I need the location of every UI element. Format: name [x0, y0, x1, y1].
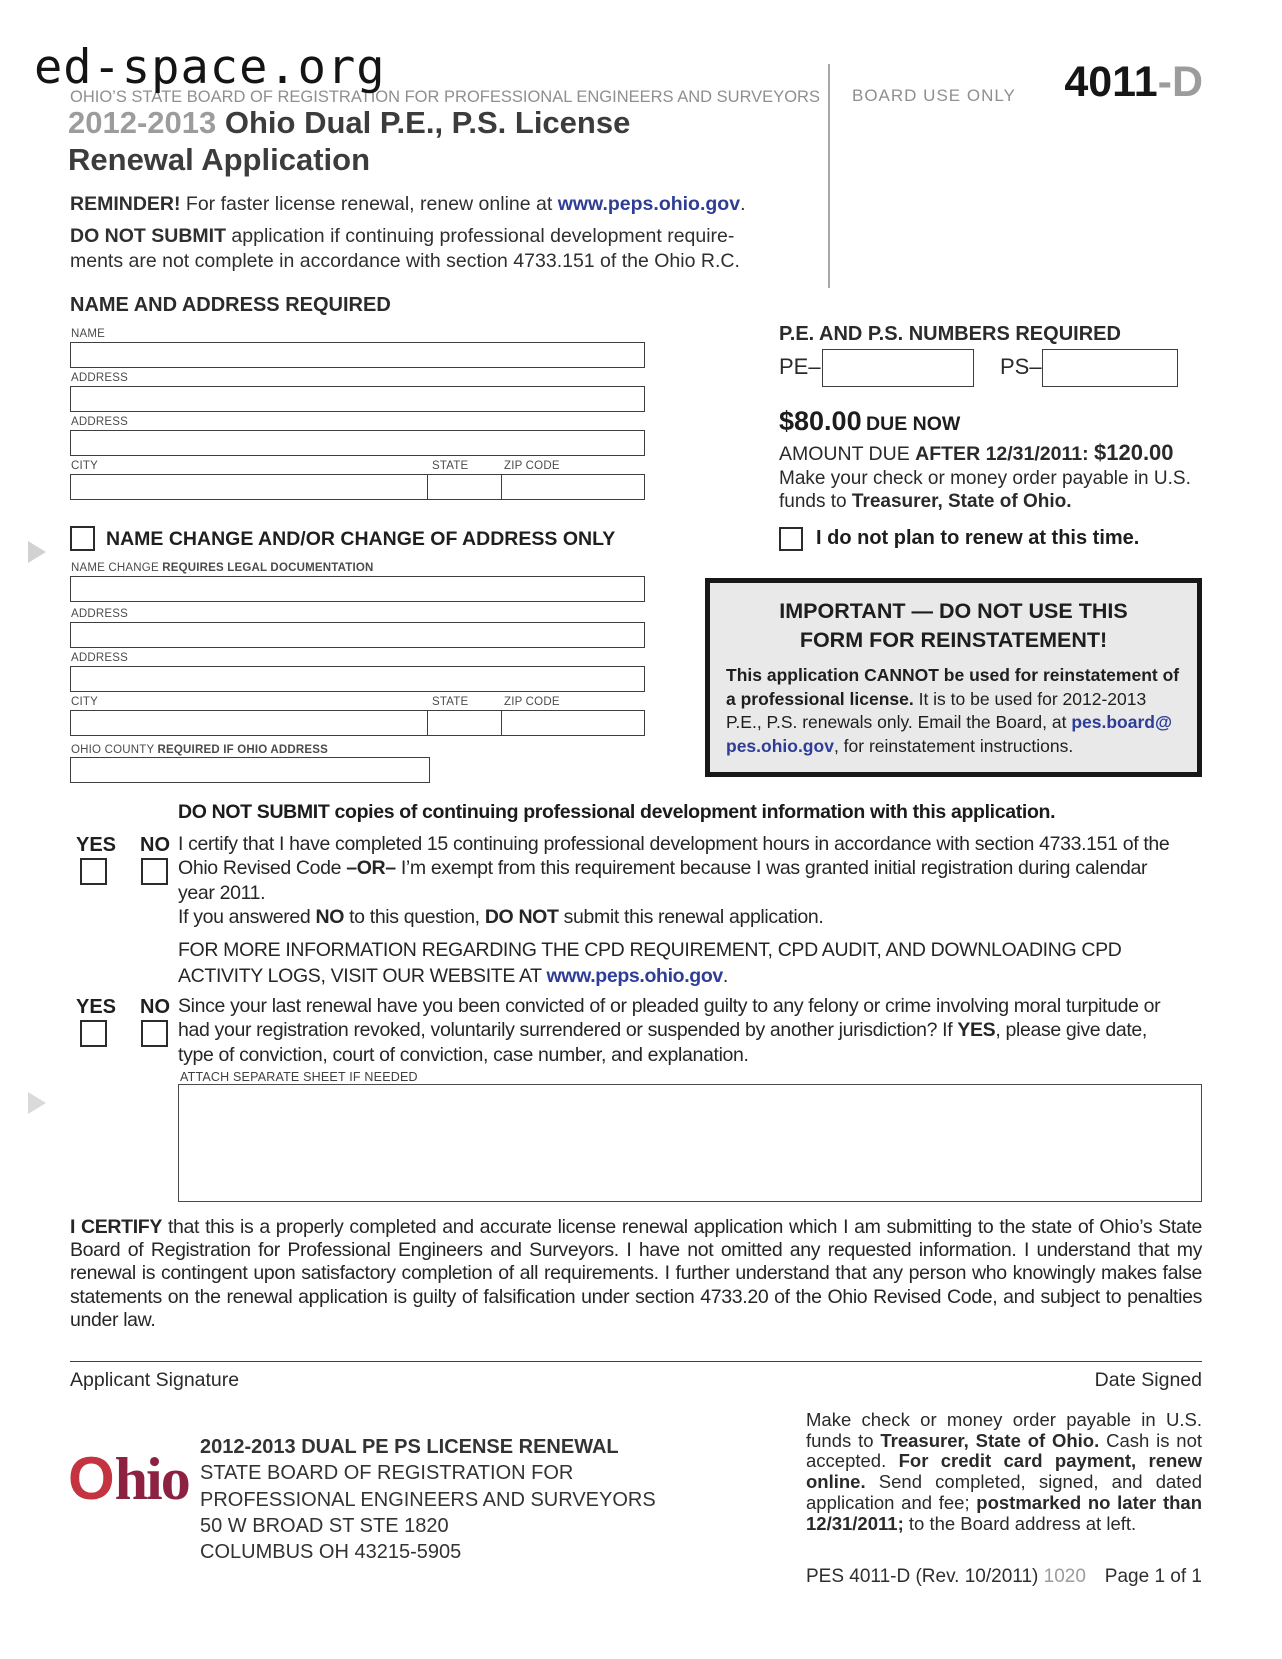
name-change-checkbox[interactable] — [70, 526, 95, 551]
zip-input[interactable] — [501, 474, 645, 500]
warning-line1: application if continuing professional development require- — [226, 225, 735, 247]
conviction-no-label: NO — [140, 996, 170, 1018]
county-label-bold: REQUIRED IF OHIO ADDRESS — [157, 744, 329, 756]
certify-body: that this is a properly completed and accurate license renewal application which I am submitting to the state of Ohio’s State Board of Registration for Professional Engineers and Surveyors. I have not omitted any requested information. I understand that my renewal is contingent upon satisfactory completion of all requirements. I further understand that any person who knowingly makes false statements on the renewal application is guilty of falsification under section 4733.20 of the Ohio Revised Code, and subject to penalties under law. — [70, 1216, 1202, 1331]
important-title — [710, 597, 1197, 655]
no-renew-label: I do not plan to renew at this time. — [816, 527, 1140, 549]
nc-city-label: CITY — [71, 696, 98, 708]
conviction-question-b: , please give date, type of conviction, court of conviction, case number, and explanation. — [178, 1019, 1147, 1066]
fee-amount: $80.00 — [779, 406, 862, 436]
fee-late-amount: $120.00 — [1094, 440, 1174, 465]
ps-number-input[interactable] — [1042, 349, 1178, 387]
cpd-info-line1: FOR MORE INFORMATION REGARDING THE CPD REQUIREMENT, CPD AUDIT, AND DOWNLOADING CPD — [178, 939, 1122, 961]
cpd-question-or: –OR– — [346, 857, 396, 880]
county-label — [71, 744, 328, 756]
payment-payee: Treasurer, State of Ohio. — [880, 1429, 1100, 1451]
conviction-yes-label: YES — [76, 996, 117, 1018]
ohio-logo-hio: hio — [114, 1446, 189, 1512]
payment-d: Send completed, signed, and dated application and fee; — [806, 1471, 1202, 1513]
city-label: CITY — [71, 460, 98, 472]
name-change-input[interactable] — [70, 576, 645, 602]
fee-due-now-label: DUE NOW — [866, 413, 961, 435]
certification-statement — [70, 1216, 1202, 1332]
address1-label: ADDRESS — [71, 372, 128, 384]
cpd-question-text-b: I’m exempt from this requirement because I was granted initial registration during calendar year 2011. — [178, 857, 1148, 904]
name-change-label-bold: REQUIRES LEGAL DOCUMENTATION — [162, 562, 374, 574]
no-copies-statement: DO NOT SUBMIT copies of continuing professional development information with this application. — [178, 801, 1056, 823]
conviction-question-yes: YES — [957, 1019, 996, 1042]
applicant-signature-label: Applicant Signature — [70, 1369, 240, 1391]
cpd-website-link[interactable]: www.peps.ohio.gov — [546, 964, 723, 987]
state-label: STATE — [432, 460, 469, 472]
cpd-note-a: If you answered — [178, 906, 316, 928]
name-address-heading: NAME AND ADDRESS REQUIRED — [70, 294, 391, 316]
conviction-question-a: Since your last renewal have you been convicted of or pleaded guilty to any felony or crime involving moral turpitude or had your registration revoked, voluntarily surrendered or suspended by another jurisdiction? If — [178, 995, 1161, 1042]
warning-line2: ments are not complete in accordance with section 4733.151 of the Ohio R.C. — [70, 249, 740, 272]
form-footer-row — [806, 1566, 1202, 1588]
cpd-no-note — [178, 906, 823, 929]
important-title-line2: FORM FOR REINSTATEMENT! — [799, 628, 1108, 652]
conviction-details-input[interactable] — [178, 1084, 1202, 1202]
county-input[interactable] — [70, 757, 430, 783]
payment-postmark: postmarked no later than 12/31/2011; — [806, 1491, 1202, 1534]
ps-label: PS– — [1000, 354, 1042, 379]
nc-address2-input[interactable] — [70, 666, 645, 692]
form-revision-code: 1020 — [1043, 1566, 1086, 1587]
payment-instructions — [806, 1410, 1202, 1534]
ohio-logo-o: O — [68, 1445, 115, 1512]
fee-due-now — [779, 406, 960, 437]
cpd-yes-label: YES — [76, 834, 117, 856]
cpd-info-end: . — [722, 964, 728, 987]
board-name-line: OHIO’S STATE BOARD OF REGISTRATION FOR PROFESSIONAL ENGINEERS AND SURVEYORS — [70, 88, 820, 106]
cpd-info — [178, 938, 1180, 989]
watermark: ed-space.org — [34, 40, 386, 95]
board-use-only-label: BOARD USE ONLY — [852, 86, 1016, 105]
cpd-question — [178, 832, 1180, 905]
nc-address1-label: ADDRESS — [71, 608, 128, 620]
check-note-line1: Make your check or money order payable in U.S. — [779, 468, 1191, 489]
check-payable-note — [779, 467, 1199, 513]
important-body-end: , for reinstatement instructions. — [833, 735, 1074, 756]
cpd-note-c: submit this renewal application. — [558, 906, 824, 928]
do-not-submit-warning — [70, 224, 790, 273]
cpd-note-b: to this question, — [344, 906, 485, 928]
nc-city-input[interactable] — [70, 710, 428, 736]
city-input[interactable] — [70, 474, 428, 500]
fee-late-line — [779, 440, 1174, 466]
renew-online-link[interactable]: www.peps.ohio.gov — [557, 193, 741, 215]
nc-zip-label: ZIP CODE — [504, 696, 560, 708]
conviction-no-checkbox[interactable] — [141, 1020, 168, 1047]
important-body-bold: This application CANNOT be used for reinstatement of a professional license. — [726, 665, 1180, 709]
ohio-logo — [68, 1444, 189, 1514]
payment-a: Make check or money order payable in U.S. funds to — [806, 1409, 1202, 1451]
name-input[interactable] — [70, 342, 645, 368]
board-email-link[interactable]: pes.board@pes.ohio.gov — [726, 712, 1173, 756]
name-change-label-text: NAME CHANGE — [71, 562, 163, 574]
payment-e: to the Board address at left. — [903, 1512, 1137, 1534]
footer-renewal-title: 2012-2013 DUAL PE PS LICENSE RENEWAL — [200, 1436, 619, 1458]
form-revision-text: PES 4011-D (Rev. 10/2011) — [806, 1566, 1044, 1587]
important-body-text: It is to be used for 2012-2013 P.E., P.S. renewals only. Email the Board, at — [726, 688, 1147, 732]
header-divider — [828, 64, 830, 288]
conviction-question — [178, 994, 1180, 1067]
footer-city-zip: COLUMBUS OH 43215-5905 — [200, 1541, 462, 1564]
cpd-question-text-a: I certify that I have completed 15 continuing professional development hours in accordance with section 4733.151 of the Ohio Revised Code — [178, 833, 1170, 880]
form-code-suffix: -D — [1157, 58, 1203, 106]
important-body — [726, 664, 1181, 758]
fee-late-lead: AMOUNT DUE — [779, 443, 916, 465]
form-code — [955, 58, 1203, 107]
nc-state-input[interactable] — [427, 710, 502, 736]
no-renew-checkbox[interactable] — [779, 527, 803, 551]
reminder-text: For faster license renewal, renew online at — [180, 193, 558, 215]
address2-input[interactable] — [70, 430, 645, 456]
name-change-field-label — [71, 562, 374, 574]
state-input[interactable] — [427, 474, 502, 500]
reminder-period: . — [740, 193, 746, 215]
address2-label: ADDRESS — [71, 416, 128, 428]
fee-late-deadline: AFTER 12/31/2011: — [915, 443, 1094, 465]
footer-board-line2: PROFESSIONAL ENGINEERS AND SURVEYORS — [200, 1488, 656, 1511]
cpd-note-no: NO — [315, 906, 345, 928]
form-title-line2: Renewal Application — [68, 142, 371, 177]
pe-number-input[interactable] — [822, 349, 974, 387]
board-address-block — [200, 1434, 656, 1565]
zip-label: ZIP CODE — [504, 460, 560, 472]
cpd-yes-checkbox[interactable] — [80, 858, 107, 885]
form-title-main: Ohio Dual P.E., P.S. License — [224, 105, 631, 140]
check-note-line2: funds to — [779, 491, 852, 512]
form-title — [68, 104, 630, 178]
payment-c: Cash is not accepted. — [806, 1429, 1202, 1472]
important-notice-box — [705, 578, 1202, 777]
nc-address2-label: ADDRESS — [71, 652, 128, 664]
footer-street: 50 W BROAD ST STE 1820 — [200, 1514, 449, 1537]
nc-zip-input[interactable] — [501, 710, 645, 736]
name-change-checkbox-label: NAME CHANGE AND/OR CHANGE OF ADDRESS ONLY — [106, 528, 616, 550]
pe-label: PE– — [779, 354, 821, 379]
address1-input[interactable] — [70, 386, 645, 412]
nc-state-label: STATE — [432, 696, 469, 708]
conviction-yes-checkbox[interactable] — [80, 1020, 107, 1047]
important-title-line1: IMPORTANT — DO NOT USE THIS — [779, 599, 1128, 623]
date-signed-label: Date Signed — [1094, 1369, 1202, 1391]
form-revision — [806, 1566, 1086, 1588]
footer-board-line1: STATE BOARD OF REGISTRATION FOR — [200, 1462, 574, 1485]
county-label-text: OHIO COUNTY — [71, 744, 158, 756]
signature-line[interactable] — [70, 1361, 1202, 1362]
check-note-payee: Treasurer, State of Ohio. — [851, 491, 1072, 512]
nc-address1-input[interactable] — [70, 622, 645, 648]
cpd-no-label: NO — [140, 834, 170, 856]
reminder-line — [70, 192, 745, 217]
payment-credit-card: For credit card payment, renew online. — [806, 1450, 1202, 1493]
cpd-note-do-not: DO NOT — [484, 906, 559, 928]
attach-sheet-note: ATTACH SEPARATE SHEET IF NEEDED — [180, 1070, 418, 1084]
reminder-lead: REMINDER! — [70, 193, 181, 215]
form-title-year: 2012-2013 — [68, 105, 217, 140]
margin-arrow-icon — [28, 1092, 46, 1114]
form-code-number: 4011 — [1064, 58, 1158, 106]
pe-ps-heading: P.E. AND P.S. NUMBERS REQUIRED — [779, 323, 1121, 345]
cpd-info-line2: ACTIVITY LOGS, VISIT OUR WEBSITE AT — [178, 964, 547, 987]
page-number: Page 1 of 1 — [1104, 1566, 1202, 1587]
certify-lead: I CERTIFY — [70, 1216, 163, 1238]
cpd-no-checkbox[interactable] — [141, 858, 168, 885]
name-label: NAME — [71, 328, 106, 340]
margin-arrow-icon — [28, 541, 46, 563]
warning-lead: DO NOT SUBMIT — [70, 225, 226, 247]
